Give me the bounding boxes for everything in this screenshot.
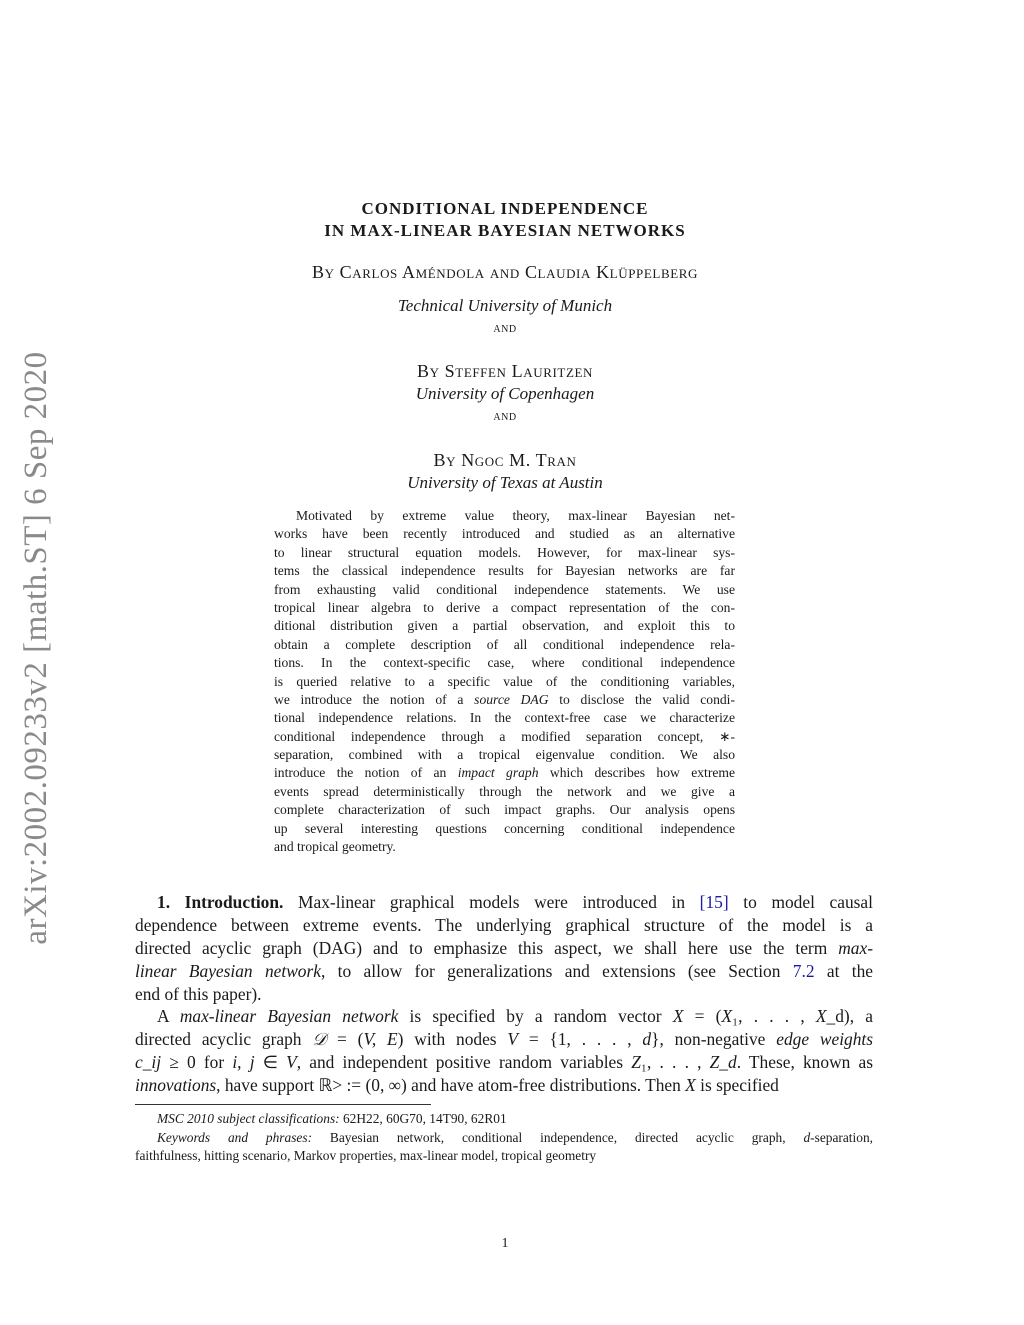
body-line [135,1005,873,1028]
abstract-line [274,617,735,635]
abstract-line [274,709,735,727]
text-run: to linear structural equation models. However, for max-linear sys- [274,544,735,560]
and-separator-1: and [493,321,517,336]
footnotes-line [135,1147,873,1166]
text-run: to model causal [728,892,873,912]
text-run: events spread deterministically through the network and we give a [274,783,735,799]
body-line [135,1051,873,1074]
text-run: max- [838,937,873,958]
text-run: A [157,1006,180,1027]
text-run: }, non-negative [651,1029,777,1050]
abstract-line [274,581,735,599]
text-run: is queried relative to a specific value of the conditioning variables, [274,673,735,689]
body-line [135,1074,873,1097]
text-run: tropical linear algebra to derive a compact representation of the con- [274,599,735,615]
body-line [135,1028,873,1051]
text-run: we introduce the notion of a [274,691,475,707]
body-line [135,937,873,960]
author-affiliation-3: University of Texas at Austin [407,473,603,492]
abstract-line [274,783,735,801]
author-names-1: By Carlos Améndola and Claudia Klüppelberg [311,262,699,282]
text-run: faithfulness, hitting scenario, Markov properties, max-linear model, tropical geometry [135,1148,597,1163]
paper-title-line-1: CONDITIONAL INDEPENDENCE [361,199,649,218]
text-run: up several interesting questions concerning conditional independence [274,820,735,836]
author-affiliation-1: Technical University of Munich [397,296,613,315]
text-run: X [815,1006,827,1027]
text-run: i, j [232,1052,255,1073]
abstract-line [274,764,735,782]
text-run: ), a [843,1006,873,1027]
footnotes [135,1110,873,1166]
text-run: Max-linear graphical models were introduced in [283,892,700,912]
text-run: conditional independence through a modified separation concept, ∗- [274,728,735,744]
section-heading: 1. Introduction. [157,892,284,912]
text-run: works have been recently introduced and studied as an alternative [274,526,735,542]
text-run: ≥ 0 for [161,1052,233,1073]
text-run: . These, known as [736,1052,873,1073]
text-run: obtain a complete description of all conditional independence rela- [274,636,735,652]
text-run: _d [826,1006,844,1027]
text-run: linear Bayesian network [135,960,321,981]
text-run: ₁, . . . , [732,1006,816,1027]
text-run: d [803,1129,811,1145]
abstract-line [274,673,735,691]
text-run: is specified by a random vector [398,1006,673,1027]
abstract-line [274,728,735,746]
text-run: tions. In the context-specific case, where conditional independence [274,655,735,671]
text-run: source DAG [474,691,549,707]
text-run: separation, combined with a tropical eigenvalue condition. We also [274,747,735,763]
text-run: ditional distribution given a partial observation, and exploit this to [274,618,735,634]
text-run: impact graph [457,765,539,781]
text-run: X [672,1006,684,1027]
citation-link[interactable]: 7.2 [792,960,815,981]
text-run: X [721,1006,733,1027]
abstract-line [274,801,735,819]
text-run: , have support ℝ> := (0, ∞) and have atom-free distributions. Then [216,1075,686,1096]
text-run: is specified [695,1075,779,1096]
author-names-2: By Steffen Lauritzen [416,361,594,381]
text-run: ∈ [254,1052,287,1073]
text-run: = ( [683,1006,722,1027]
text-run: 𝒟 [312,1029,327,1050]
abstract-line [274,838,735,856]
abstract-line [274,691,735,709]
text-run: which describes how extreme [538,765,735,781]
body-line [135,891,873,914]
text-run: ₁, . . . , [640,1052,710,1073]
abstract-line [274,636,735,654]
text-run: at the [814,960,874,981]
text-run: from exhausting valid conditional independence statements. We use [274,581,735,597]
citation-link[interactable]: [15] [699,892,729,912]
paper-title-line-2: IN MAX-LINEAR BAYESIAN NETWORKS [324,221,686,240]
abstract-line [274,599,735,617]
text-run: directed acyclic graph [135,1029,313,1050]
text-run: innovations [135,1075,217,1096]
text-run: tional independence relations. In the context-free case we characterize [274,710,735,726]
text-run: MSC 2010 subject classifications: [157,1111,340,1126]
text-run: , and independent positive random variables [296,1052,632,1073]
text-run: ) with nodes [397,1029,508,1050]
abstract-line [274,507,735,525]
text-run: Z_d [709,1052,737,1073]
text-run: directed acyclic graph (DAG) and to emphasize this aspect, we shall here use the term [135,937,839,958]
text-run: dependence between extreme events. The underlying graphical structure of the model is a [135,914,873,935]
text-run: , to allow for generalizations and extensions (see Section [321,960,793,981]
body-line [135,960,873,983]
text-run: tems the classical independence results for Bayesian networks are far [274,563,735,579]
page-number: 1 [501,1236,509,1251]
text-run: = ( [326,1029,364,1050]
text-run: V, E [363,1029,398,1050]
text-run: Bayesian network, conditional independence, directed acyclic graph, [312,1129,804,1145]
body-line [135,914,873,937]
text-run: -separation, [810,1129,873,1145]
abstract-line [274,820,735,838]
arxiv-identifier-stamp: arXiv:2002.09233v2 [math.ST] 6 Sep 2020 [18,351,54,945]
text-run: V [507,1029,519,1050]
footnote-rule [135,1104,431,1105]
footnotes-line [135,1129,873,1148]
text-run: edge weights [776,1029,874,1050]
and-separator-2: and [493,409,517,424]
text-run: max-linear Bayesian network [179,1006,399,1027]
text-run: Z [631,1052,641,1073]
text-run: and tropical geometry. [274,839,396,855]
text-run: c_ij [135,1052,162,1073]
text-run: to disclose the valid condi- [548,691,735,707]
text-run: X [685,1075,696,1096]
text-run: Motivated by extreme value theory, max-linear Bayesian net- [296,508,735,523]
body-line [135,983,873,1006]
author-names-3: By Ngoc M. Tran [433,450,577,470]
abstract-line [274,544,735,562]
introduction-section [135,891,873,1097]
abstract [274,507,735,856]
abstract-line [274,525,735,543]
text-run: d [642,1029,652,1050]
text-run: = {1, . . . , [518,1029,643,1050]
abstract-line [274,562,735,580]
text-run: V [286,1052,297,1073]
text-run: complete characterization of such impact graphs. Our analysis opens [274,802,735,818]
footnotes-line [135,1110,873,1129]
text-run: end of this paper). [135,983,262,1004]
text-run: introduce the notion of an [274,765,458,781]
abstract-line [274,654,735,672]
text-run: 62H22, 60G70, 14T90, 62R01 [339,1111,507,1126]
text-run: Keywords and phrases: [157,1129,313,1145]
author-affiliation-2: University of Copenhagen [415,384,595,403]
abstract-line [274,746,735,764]
